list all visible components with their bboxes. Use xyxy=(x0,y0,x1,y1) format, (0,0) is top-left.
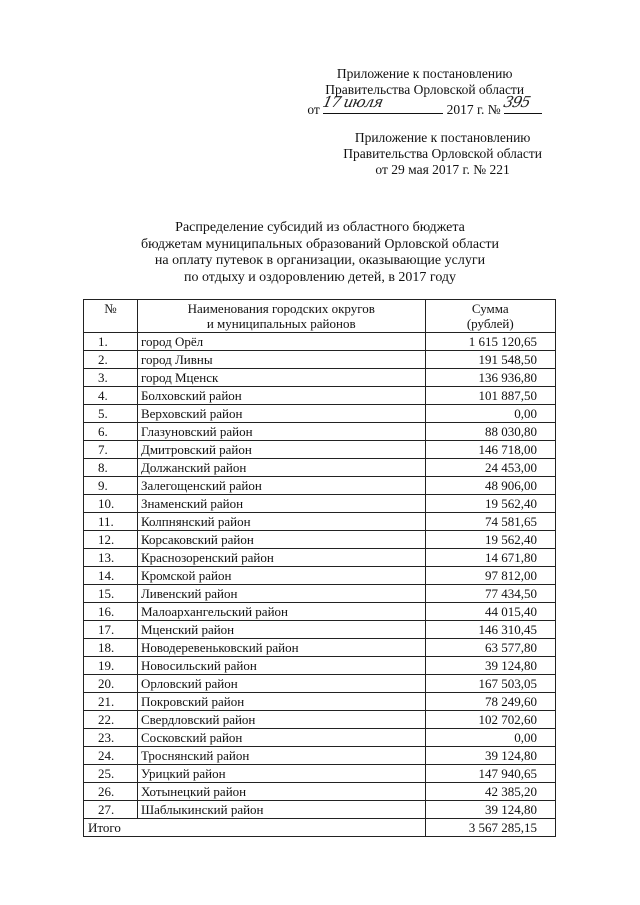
decree-date-line xyxy=(307,93,542,118)
table-row xyxy=(84,729,556,747)
table-row xyxy=(84,459,556,477)
row-name: Орловский район xyxy=(137,675,425,693)
row-sum: 74 581,65 xyxy=(425,513,556,531)
row-number: 23. xyxy=(84,729,138,747)
row-name: Новосильский район xyxy=(137,657,425,675)
row-name: Ливенский район xyxy=(137,585,425,603)
table-row xyxy=(84,495,556,513)
row-sum: 39 124,80 xyxy=(425,801,556,819)
table-row xyxy=(84,567,556,585)
table-row xyxy=(84,783,556,801)
row-name: Кромской район xyxy=(137,567,425,585)
table-body xyxy=(84,333,556,819)
row-name: Новодеревеньковский район xyxy=(137,639,425,657)
row-number: 10. xyxy=(84,495,138,513)
table-row xyxy=(84,405,556,423)
government-line: Правительства Орловской области xyxy=(325,82,525,97)
table-row xyxy=(84,801,556,819)
table-row xyxy=(84,711,556,729)
header-name-line1: Наименования городских округов xyxy=(187,301,375,316)
row-number: 16. xyxy=(84,603,138,621)
row-name: Свердловский район xyxy=(137,711,425,729)
row-number: 18. xyxy=(84,639,138,657)
header-name-line2: и муниципальных районов xyxy=(206,316,356,331)
table-row xyxy=(84,531,556,549)
government-line: Правительства Орловской области xyxy=(343,146,542,161)
row-name: город Мценск xyxy=(137,369,425,387)
table-row xyxy=(84,657,556,675)
number-sign: № xyxy=(487,102,501,117)
row-name: Краснозоренский район xyxy=(137,549,425,567)
appendix-line: Приложение к постановлению xyxy=(336,66,513,81)
row-name: Болховский район xyxy=(137,387,425,405)
row-sum: 39 124,80 xyxy=(425,657,556,675)
total-label: Итого xyxy=(84,819,426,837)
handwritten-number: 395 xyxy=(502,93,532,111)
row-number: 19. xyxy=(84,657,138,675)
row-sum: 136 936,80 xyxy=(425,369,556,387)
row-sum: 102 702,60 xyxy=(425,711,556,729)
table-row xyxy=(84,333,556,351)
row-number: 3. xyxy=(84,369,138,387)
subsidy-table xyxy=(83,299,556,837)
row-name: Малоархангельский район xyxy=(137,603,425,621)
row-name: город Орёл xyxy=(137,333,425,351)
row-sum: 77 434,50 xyxy=(425,585,556,603)
row-sum: 48 906,00 xyxy=(425,477,556,495)
row-sum: 97 812,00 xyxy=(425,567,556,585)
title-line: по отдыху и оздоровлению детей, в 2017 году xyxy=(183,269,457,285)
row-number: 21. xyxy=(84,693,138,711)
appendix-header-original xyxy=(343,130,542,178)
row-sum: 19 562,40 xyxy=(425,495,556,513)
original-decree-date: от 29 мая 2017 г. № 221 xyxy=(375,162,510,177)
table-header-row xyxy=(84,300,556,333)
row-number: 14. xyxy=(84,567,138,585)
row-sum: 167 503,05 xyxy=(425,675,556,693)
date-prefix: от xyxy=(307,102,320,117)
table-row xyxy=(84,765,556,783)
row-number: 8. xyxy=(84,459,138,477)
row-name: Урицкий район xyxy=(137,765,425,783)
table-row xyxy=(84,423,556,441)
row-sum: 0,00 xyxy=(425,405,556,423)
row-sum: 191 548,50 xyxy=(425,351,556,369)
table-row xyxy=(84,693,556,711)
row-number: 5. xyxy=(84,405,138,423)
number-blank xyxy=(502,93,542,114)
row-name: Покровский район xyxy=(137,693,425,711)
row-number: 11. xyxy=(84,513,138,531)
title-line: Распределение субсидий из областного бюджета xyxy=(175,220,465,235)
header-sum-line2: (рублей) xyxy=(466,316,514,331)
table-row xyxy=(84,369,556,387)
row-number: 6. xyxy=(84,423,138,441)
table-row xyxy=(84,747,556,765)
row-sum: 24 453,00 xyxy=(425,459,556,477)
row-name: Хотынецкий район xyxy=(137,783,425,801)
row-sum: 78 249,60 xyxy=(425,693,556,711)
row-name: Дмитровский район xyxy=(137,441,425,459)
row-name: Корсаковский район xyxy=(137,531,425,549)
row-sum: 88 030,80 xyxy=(425,423,556,441)
row-sum: 39 124,80 xyxy=(425,747,556,765)
document-title xyxy=(0,220,640,286)
row-number: 9. xyxy=(84,477,138,495)
table-row xyxy=(84,639,556,657)
row-number: 24. xyxy=(84,747,138,765)
row-number: 17. xyxy=(84,621,138,639)
row-name: Знаменский район xyxy=(137,495,425,513)
total-row xyxy=(84,819,556,837)
row-name: Залегощенский район xyxy=(137,477,425,495)
appendix-line: Приложение к постановлению xyxy=(354,130,531,145)
row-name: Шаблыкинский район xyxy=(137,801,425,819)
row-sum: 0,00 xyxy=(425,729,556,747)
table-row xyxy=(84,549,556,567)
row-number: 1. xyxy=(84,333,138,351)
row-number: 7. xyxy=(84,441,138,459)
row-name: Верховский район xyxy=(137,405,425,423)
year-text: 2017 г. xyxy=(446,102,485,117)
title-line: на оплату путевок в организации, оказывающие услуги xyxy=(154,253,486,269)
row-sum: 147 940,65 xyxy=(425,765,556,783)
header-sum-line1: Сумма xyxy=(471,301,509,316)
table-row xyxy=(84,585,556,603)
row-name: Сосковский район xyxy=(137,729,425,747)
row-number: 27. xyxy=(84,801,138,819)
row-name: Троснянский район xyxy=(137,747,425,765)
table-row xyxy=(84,603,556,621)
handwritten-date: 17 июля xyxy=(321,93,385,111)
table-row xyxy=(84,441,556,459)
row-sum: 42 385,20 xyxy=(425,783,556,801)
row-sum: 63 577,80 xyxy=(425,639,556,657)
table-row xyxy=(84,477,556,495)
header-name xyxy=(137,300,425,333)
row-sum: 146 718,00 xyxy=(425,441,556,459)
row-sum: 101 887,50 xyxy=(425,387,556,405)
row-number: 4. xyxy=(84,387,138,405)
row-number: 13. xyxy=(84,549,138,567)
row-name: Мценский район xyxy=(137,621,425,639)
row-number: 25. xyxy=(84,765,138,783)
table-row xyxy=(84,513,556,531)
total-sum: 3 567 285,15 xyxy=(425,819,556,837)
row-sum: 14 671,80 xyxy=(425,549,556,567)
table-row xyxy=(84,621,556,639)
header-num: № xyxy=(84,300,138,333)
row-name: Глазуновский район xyxy=(137,423,425,441)
table-row xyxy=(84,675,556,693)
row-number: 26. xyxy=(84,783,138,801)
appendix-header-current xyxy=(307,66,542,118)
row-number: 12. xyxy=(84,531,138,549)
row-sum: 146 310,45 xyxy=(425,621,556,639)
row-name: Должанский район xyxy=(137,459,425,477)
row-number: 20. xyxy=(84,675,138,693)
row-sum: 1 615 120,65 xyxy=(425,333,556,351)
header-sum xyxy=(425,300,556,333)
row-number: 2. xyxy=(84,351,138,369)
title-line: бюджетам муниципальных образований Орловской области xyxy=(141,236,499,252)
row-sum: 44 015,40 xyxy=(425,603,556,621)
row-number: 22. xyxy=(84,711,138,729)
row-number: 15. xyxy=(84,585,138,603)
row-name: Колпнянский район xyxy=(137,513,425,531)
row-name: город Ливны xyxy=(137,351,425,369)
table-row xyxy=(84,351,556,369)
date-blank xyxy=(321,93,443,114)
row-sum: 19 562,40 xyxy=(425,531,556,549)
table-row xyxy=(84,387,556,405)
